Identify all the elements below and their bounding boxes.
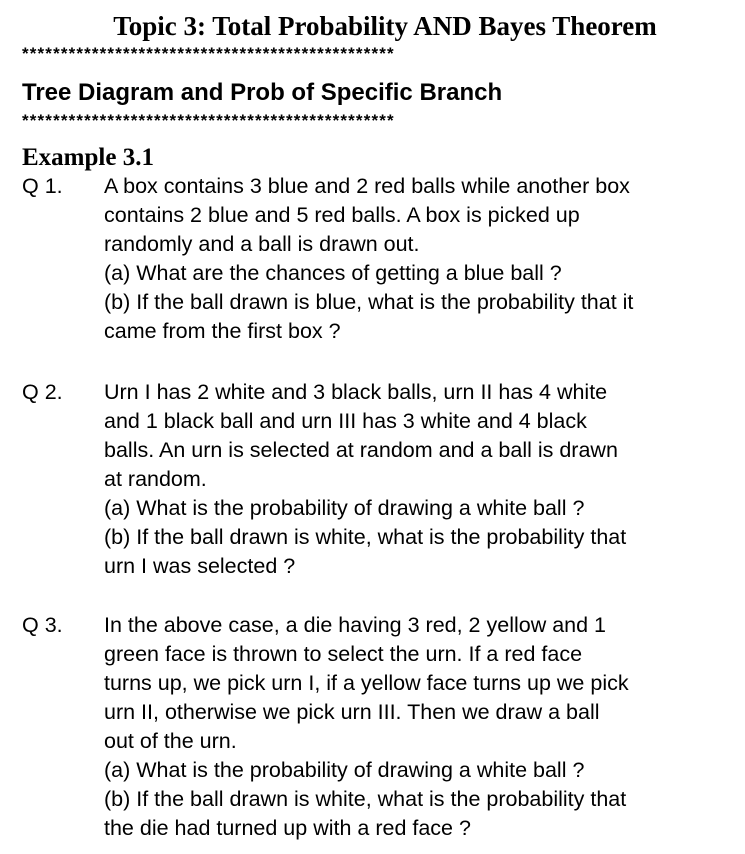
- question-number: Q 3.: [22, 613, 63, 637]
- question-line: came from the first box ?: [104, 319, 341, 343]
- question-line: at random.: [104, 467, 207, 491]
- question-line: (a) What is the probability of drawing a white ball ?: [104, 758, 585, 782]
- topic-title: Topic 3: Total Probability AND Bayes Theorem: [113, 11, 657, 41]
- question-line: randomly and a ball is drawn out.: [104, 232, 420, 256]
- question-line: balls. An urn is selected at random and a ball is drawn: [104, 438, 618, 462]
- question-line: contains 2 blue and 5 red balls. A box is picked up: [104, 203, 580, 227]
- question-line: out of the urn.: [104, 729, 237, 753]
- question-text: [104, 611, 726, 843]
- question-line: Urn I has 2 white and 3 black balls, urn II has 4 white: [104, 380, 608, 404]
- question-text: [104, 378, 726, 581]
- star-divider-top: ************************************************: [22, 44, 395, 63]
- question-line: A box contains 3 blue and 2 red balls while another box: [104, 174, 630, 198]
- question-line: In the above case, a die having 3 red, 2 yellow and 1: [104, 613, 607, 637]
- question-line: (a) What is the probability of drawing a white ball ?: [104, 496, 585, 520]
- question-line: turns up, we pick urn I, if a yellow face turns up we pick: [104, 671, 629, 695]
- question-line: green face is thrown to select the urn. If a red face: [104, 642, 583, 666]
- star-divider-bottom: ************************************************: [22, 111, 395, 130]
- question-line: the die had turned up with a red face ?: [104, 816, 471, 840]
- question-line: (a) What are the chances of getting a blue ball ?: [104, 261, 562, 285]
- question-line: (b) If the ball drawn is white, what is the probability that: [104, 787, 627, 811]
- question-number: Q 1.: [22, 174, 63, 198]
- question-line: urn I was selected ?: [104, 554, 296, 578]
- question-line: (b) If the ball drawn is blue, what is the probability that it: [104, 290, 634, 314]
- example-heading: Example 3.1: [22, 144, 154, 171]
- question-line: (b) If the ball drawn is white, what is the probability that: [104, 525, 627, 549]
- question-number: Q 2.: [22, 380, 63, 404]
- question-line: urn II, otherwise we pick urn III. Then we draw a ball: [104, 700, 600, 724]
- question-line: and 1 black ball and urn III has 3 white and 4 black: [104, 409, 587, 433]
- question-text: [104, 172, 726, 346]
- section-heading: Tree Diagram and Prob of Specific Branch: [22, 79, 503, 106]
